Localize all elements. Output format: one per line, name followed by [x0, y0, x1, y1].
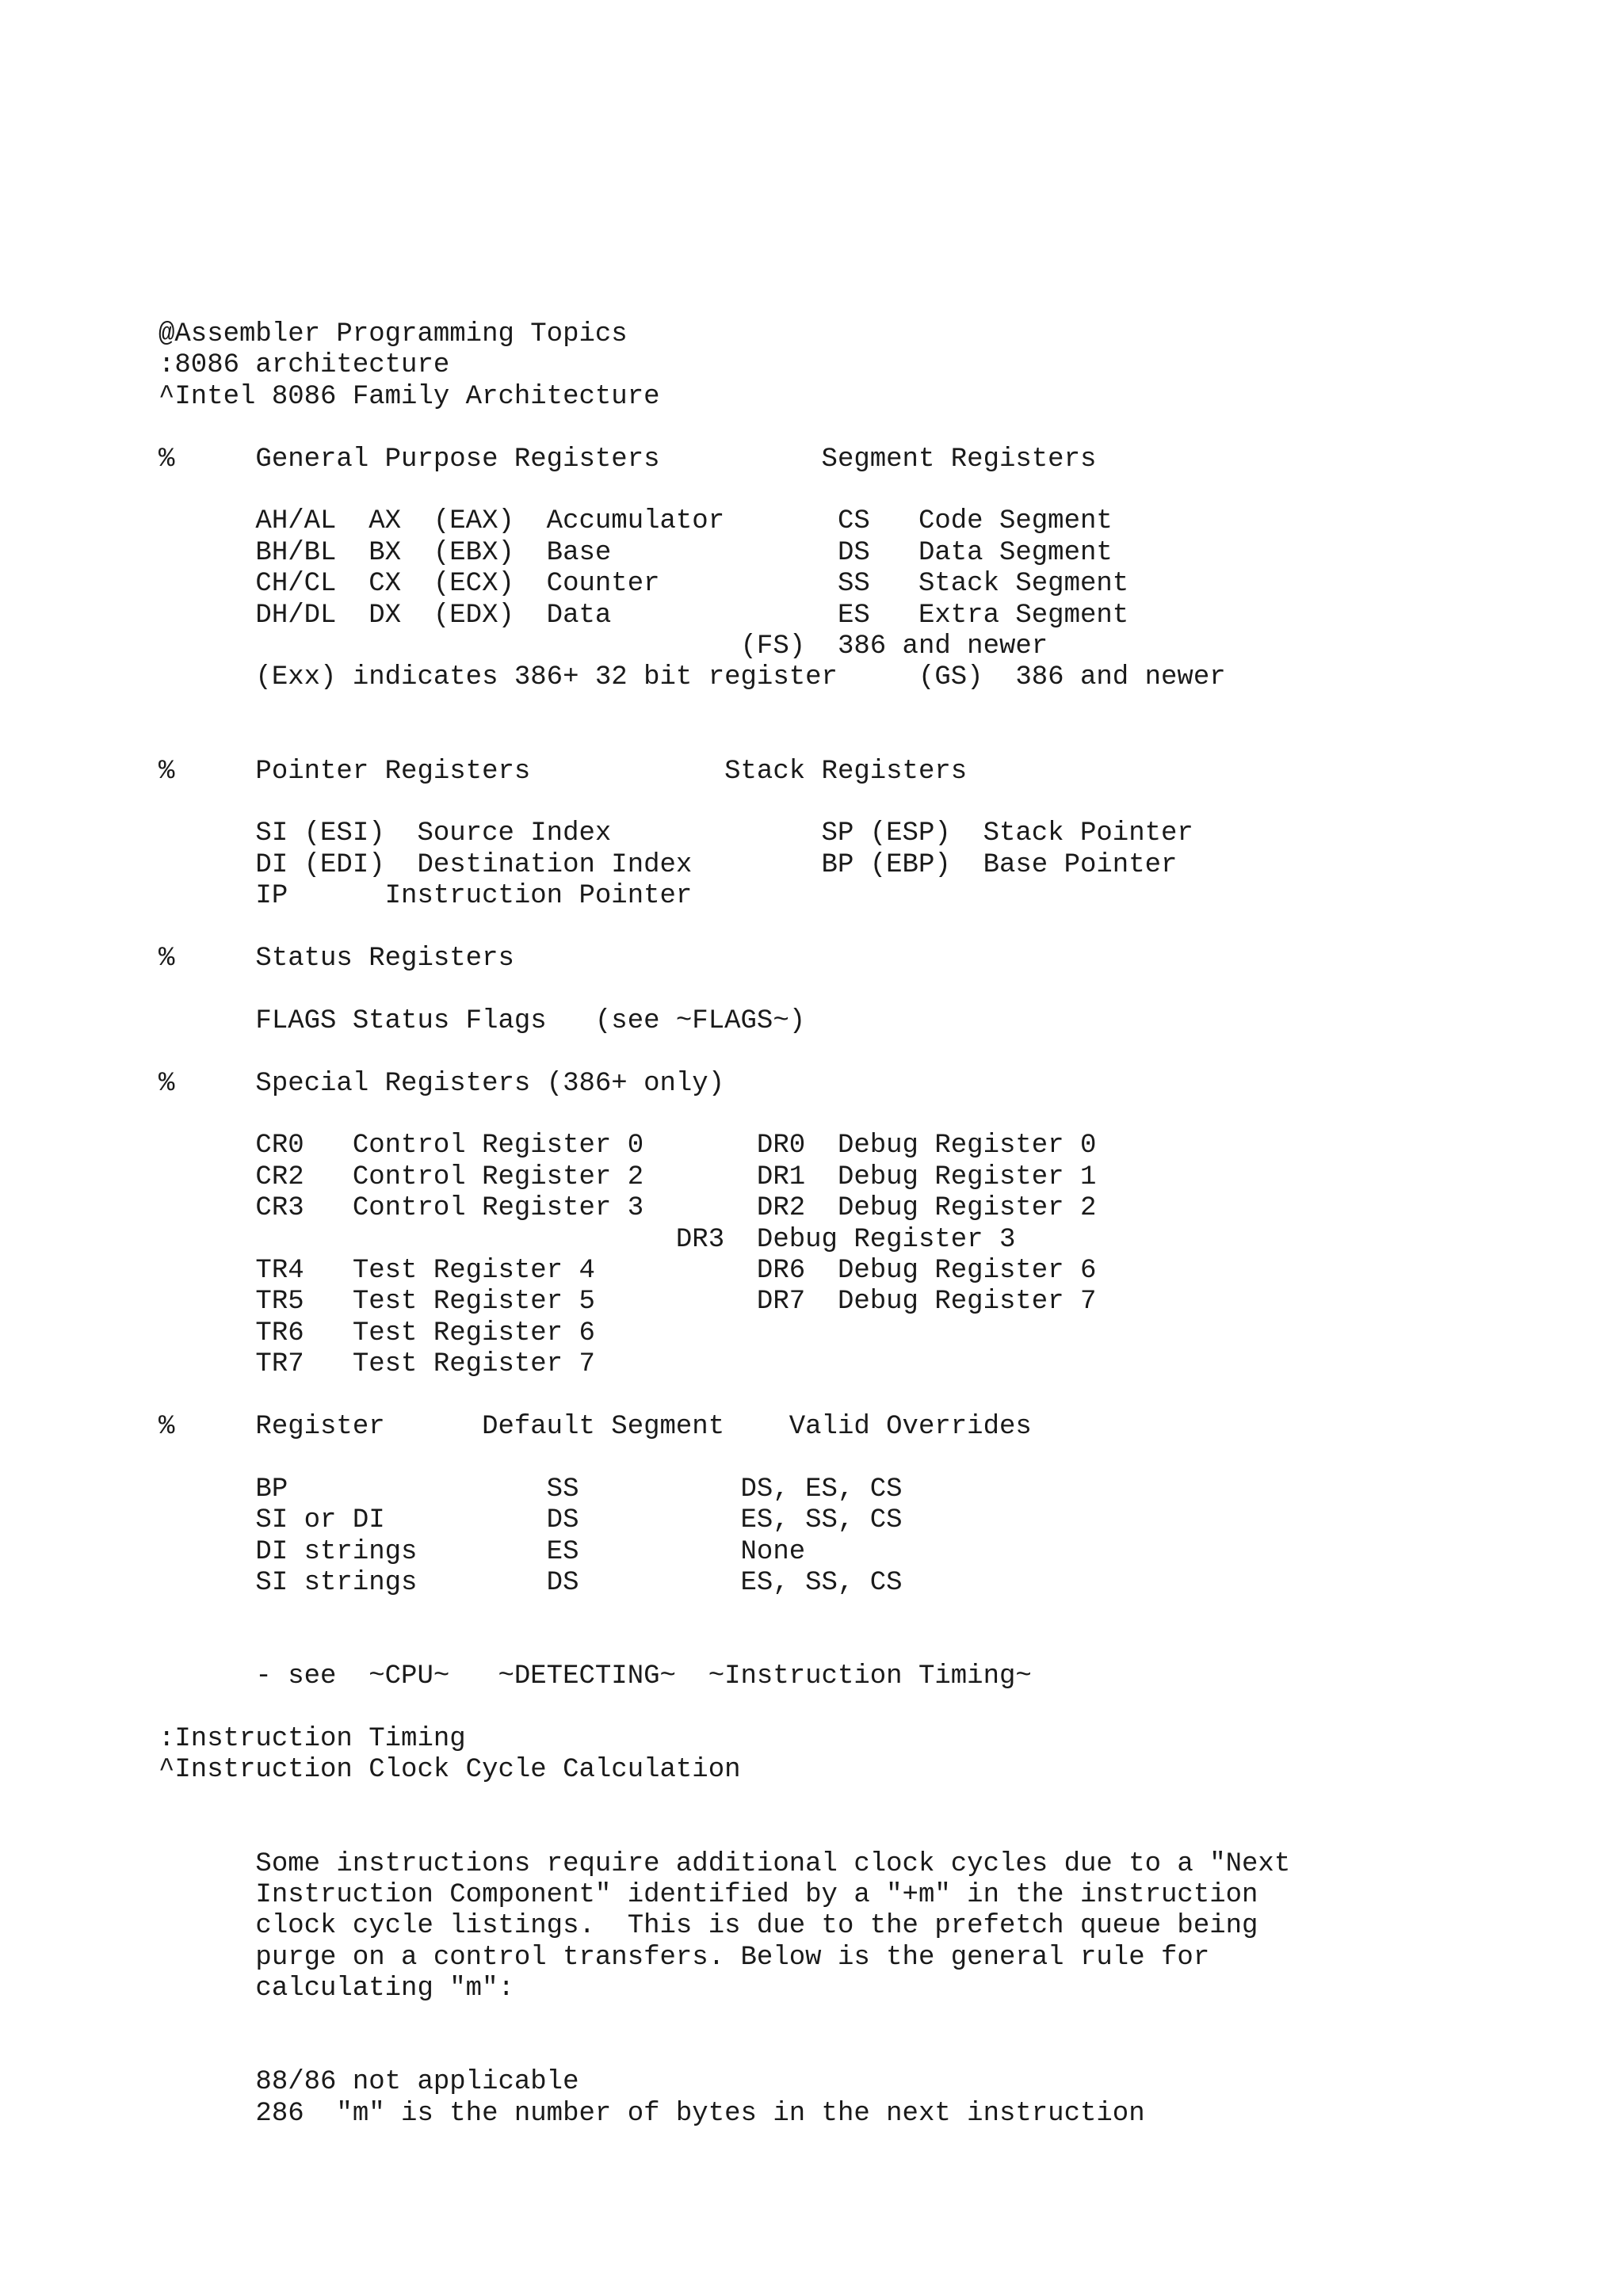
- text-line: 286 "m" is the number of bytes in the next instruction: [158, 2098, 1145, 2129]
- text-line: SI or DI DS ES, SS, CS: [158, 1505, 903, 1536]
- text-line: clock cycle listings. This is due to the prefetch queue being: [158, 1911, 1258, 1942]
- text-line: DI strings ES None: [158, 1536, 806, 1567]
- text-line: :Instruction Timing: [158, 1724, 466, 1754]
- text-line: TR7 Test Register 7: [158, 1349, 595, 1380]
- text-line: (Exx) indicates 386+ 32 bit register (GS) 386 and newer: [158, 662, 1226, 693]
- text-line: Instruction Component" identified by a "+m" in the instruction: [158, 1880, 1258, 1910]
- text-line: SI strings DS ES, SS, CS: [158, 1568, 903, 1598]
- text-line: Some instructions require additional clock cycles due to a "Next: [158, 1848, 1291, 1879]
- text-line: IP Instruction Pointer: [158, 881, 693, 912]
- text-line: TR5 Test Register 5 DR7 Debug Register 7: [158, 1287, 1097, 1318]
- text-line: DI (EDI) Destination Index BP (EBP) Base Pointer: [158, 849, 1178, 880]
- text-line: TR6 Test Register 6: [158, 1318, 595, 1348]
- text-line: CR0 Control Register 0 DR0 Debug Register 0: [158, 1131, 1097, 1161]
- text-line: CR3 Control Register 3 DR2 Debug Register 2: [158, 1193, 1097, 1224]
- text-line: FLAGS Status Flags (see ~FLAGS~): [158, 1005, 806, 1036]
- text-line: AH/AL AX (EAX) Accumulator CS Code Segment: [158, 506, 1113, 537]
- text-line: SI (ESI) Source Index SP (ESP) Stack Pointer: [158, 818, 1193, 849]
- text-line: CH/CL CX (ECX) Counter SS Stack Segment: [158, 569, 1129, 600]
- text-line: ^Intel 8086 Family Architecture: [158, 381, 660, 412]
- text-line: DR3 Debug Register 3: [158, 1224, 1016, 1255]
- text-line: ^Instruction Clock Cycle Calculation: [158, 1755, 741, 1786]
- text-line: % Special Registers (386+ only): [158, 1068, 725, 1099]
- text-line: 88/86 not applicable: [158, 2067, 579, 2098]
- text-line: % Pointer Registers Stack Registers: [158, 756, 968, 787]
- text-line: (FS) 386 and newer: [158, 631, 1048, 662]
- text-line: BP SS DS, ES, CS: [158, 1474, 903, 1505]
- text-line: TR4 Test Register 4 DR6 Debug Register 6: [158, 1256, 1097, 1286]
- text-line: % Register Default Segment Valid Overrides: [158, 1412, 1032, 1442]
- text-line: % General Purpose Registers Segment Registers: [158, 444, 1097, 475]
- text-line: BH/BL BX (EBX) Base DS Data Segment: [158, 537, 1113, 568]
- text-line: % Status Registers: [158, 944, 514, 974]
- text-line: DH/DL DX (EDX) Data ES Extra Segment: [158, 600, 1129, 631]
- text-line: purge on a control transfers. Below is the general rule for: [158, 1942, 1210, 1973]
- text-line: :8086 architecture: [158, 350, 450, 381]
- text-line: CR2 Control Register 2 DR1 Debug Register 1: [158, 1161, 1097, 1192]
- text-line: - see ~CPU~ ~DETECTING~ ~Instruction Timing~: [158, 1661, 1032, 1692]
- text-line: calculating "m":: [158, 1974, 514, 2004]
- text-line: @Assembler Programming Topics: [158, 319, 628, 349]
